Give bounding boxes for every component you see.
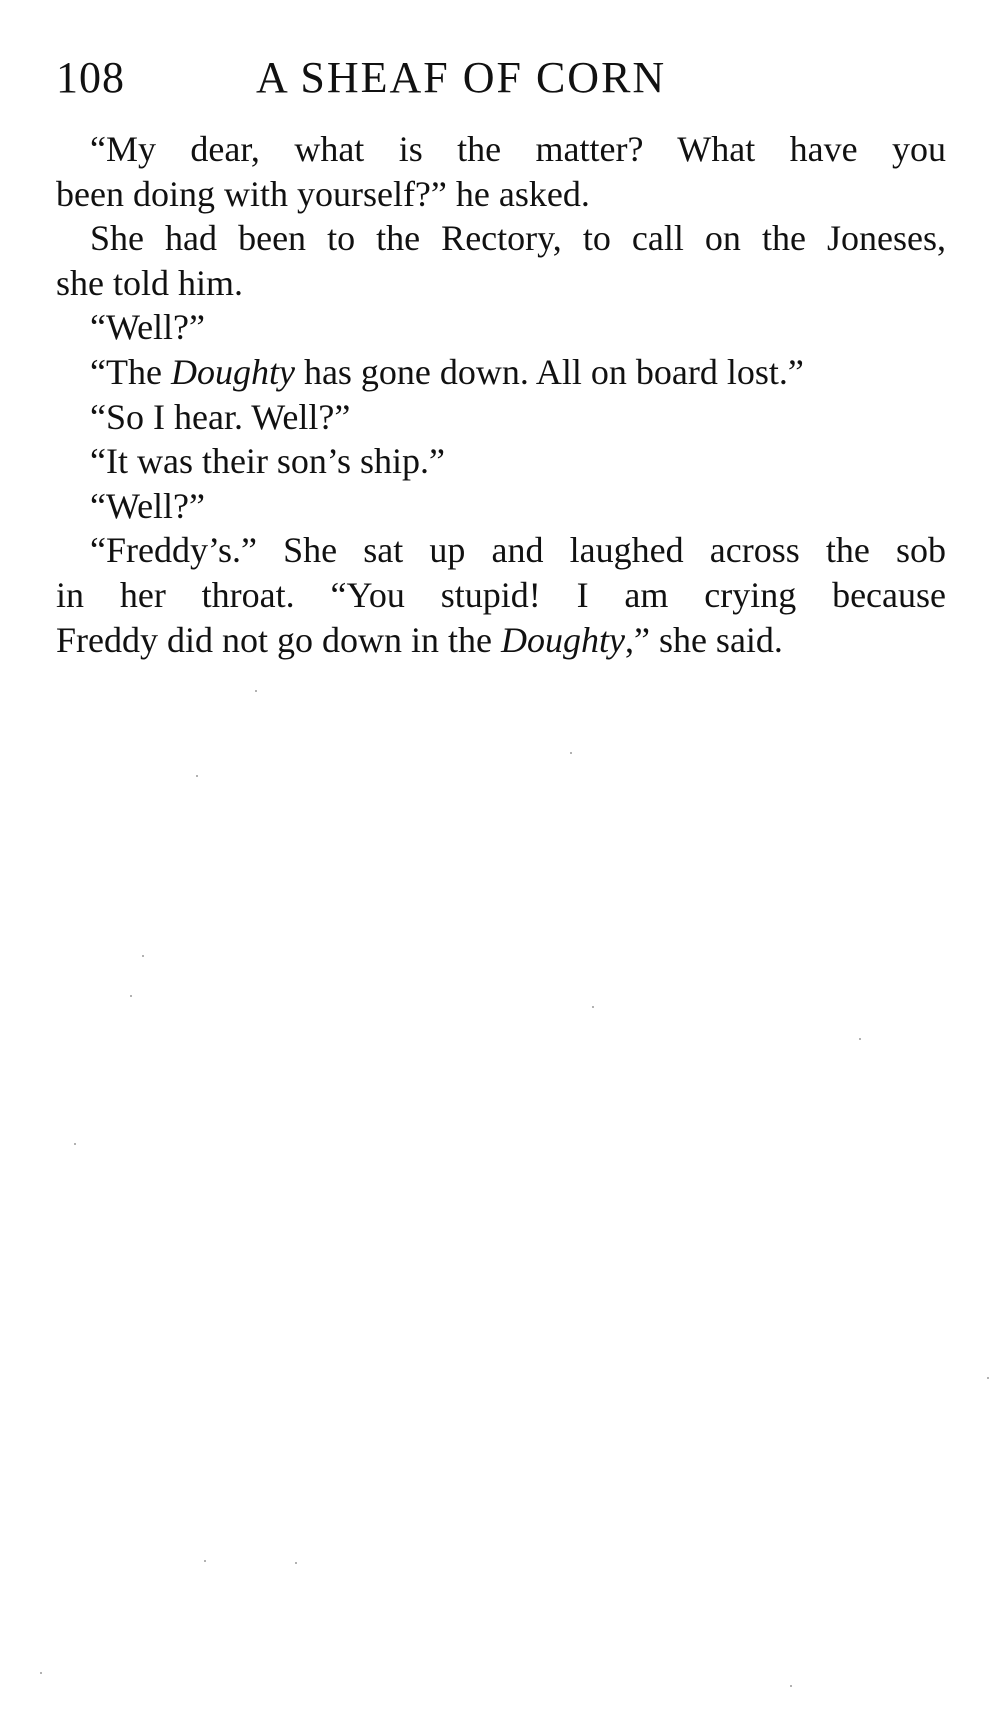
paragraph-5: “So I hear. Well?” xyxy=(90,396,351,437)
paragraph-line: been doing with yourself?” he asked. xyxy=(56,173,590,214)
speck xyxy=(790,1685,792,1687)
speck xyxy=(859,1038,861,1040)
paragraph-8 xyxy=(56,528,946,662)
speck xyxy=(204,1560,206,1562)
paragraph-line xyxy=(22,618,946,663)
paragraph-4 xyxy=(56,350,946,395)
paragraph-3: “Well?” xyxy=(90,307,206,348)
speck xyxy=(196,775,198,777)
speck xyxy=(987,1377,989,1379)
page-number: 108 xyxy=(56,53,125,102)
paragraph-1 xyxy=(56,127,946,216)
paragraph-2 xyxy=(56,216,946,305)
ship-name-italic: Doughty xyxy=(170,351,295,392)
text-run: has gone down. All on board lost.” xyxy=(294,351,804,392)
speck xyxy=(74,1143,76,1145)
text-run: Freddy did not go down in the xyxy=(56,619,501,660)
paragraph-6: “It was their son’s ship.” xyxy=(90,441,445,482)
speck xyxy=(142,955,144,957)
body-text xyxy=(56,127,946,662)
speck xyxy=(40,1672,42,1674)
running-head xyxy=(56,52,946,112)
speck xyxy=(570,752,572,754)
text-run: ,” she said. xyxy=(624,619,783,660)
speck xyxy=(295,1562,297,1564)
paragraph-7: “Well?” xyxy=(90,485,206,526)
speck xyxy=(130,995,132,997)
paragraph-line: she told him. xyxy=(56,262,243,303)
text-run: “The xyxy=(90,351,171,392)
ship-name-italic: Doughty xyxy=(500,619,625,660)
paragraph-line: in her throat. “You stupid! I am crying because xyxy=(56,574,946,615)
paragraph-line: “Freddy’s.” She sat up and laughed across the sob xyxy=(90,530,946,571)
running-title: A SHEAF OF CORN xyxy=(256,53,667,102)
speck xyxy=(255,690,257,692)
speck xyxy=(592,1006,594,1008)
paragraph-line: “My dear, what is the matter? What have you xyxy=(90,129,946,169)
paragraph-line: She had been to the Rectory, to call on the Joneses, xyxy=(90,218,946,259)
